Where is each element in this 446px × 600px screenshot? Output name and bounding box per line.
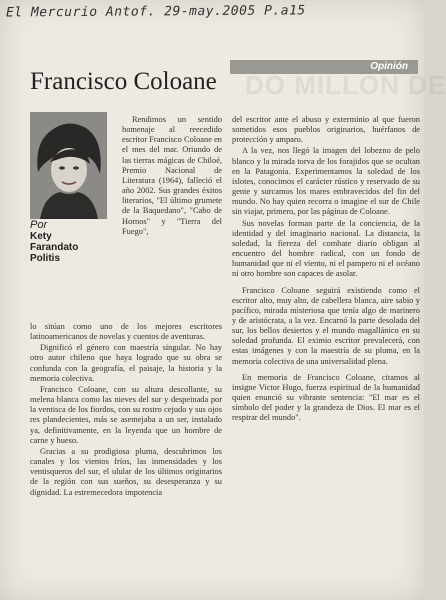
article-paragraph: Francisco Coloane, con su altura descollante, su melena blanca como las nieves del sur y despeinada por la ventisca de los fiordos, con su rostro cejudo y sus ojos res plandecientes, más se asemejaba a un ser, instalado ya, definitivamente, en la leyenda que un hombre de carne y hueso. — [30, 384, 222, 445]
article-column-left-top — [122, 115, 222, 237]
article-paragraph: del escritor ante el abuso y exterminio al que fueron sometidos esos pueblos originarios, huérfanos de protección y amparo. — [232, 115, 420, 145]
article-paragraph: Sus novelas forman parte de la conciencia, de la identidad y del imaginario nacional. La distancia, la soledad, la fiereza del combate diario obligan al encuentro del hombre radical, con un fondo de humanidad que ni el viento, ni el pampero ni el océano ni otro hombre son capaces de asolar. — [232, 218, 420, 279]
article-column-right — [232, 115, 420, 424]
author-portrait-image — [30, 112, 107, 219]
author-name-line: Farandato — [30, 242, 79, 253]
article-paragraph: lo sitúan como uno de los mejores escritores latinoamericanos de novelas y cuentos de aventuras. — [30, 322, 222, 342]
byline — [30, 220, 110, 264]
article-headline: Francisco Coloane — [30, 68, 217, 95]
article-paragraph: Francisco Coloane seguirá existiendo como el escritor alto, muy alto, de cabellera blanca, aire sabio y pacífico, mirada misteriosa que tenía algo de marinero y de aristócrata, a la vez. Encarnó la parte desolada del sur, los bellos desiertos y el mundo magallánico en su soledad profunda. El eximio escritor prevalecerá, con estas imágenes y con la maestría de su pluma, en la memoria colectiva de una universalidad plena. — [232, 285, 420, 366]
author-photo — [30, 112, 107, 219]
author-name-line: Politis — [30, 253, 61, 264]
article-paragraph: A la vez, nos llegó la imagen del lobezno de pelo blanco y la mirada torva de los forajidos que se ocultan en la Patagonia. Experimentamos la soledad de los islotes, conocimos el carácter rústico y reservado de su gente y surcamos los mares embravecidos del fin del mundo. No hay quien recorra o imagine el sur de Chile sin viajar, primero, por las páginas de Coloane. — [232, 146, 420, 217]
bleed-through-text: DO MILLÓN DE — [245, 70, 446, 100]
article-paragraph: Dignificó el género con maestría singular. No hay otro autor chileno que haya logrado que su obra se confunda con la geografía, el paisaje, la historia y la memoria colectiva. — [30, 343, 222, 383]
author-name-line: Kety — [30, 231, 52, 242]
article-column-left — [30, 322, 222, 498]
byline-prefix: Por — [30, 219, 48, 231]
article-paragraph: Rendimos un sentido homenaje al reecedido escritor Francisco Coloane en el mes del mar. Oriundo de las tierras mágicas de Chiloé, Premio Nacional de Literatura (1964), falleció el año 2002. Sus grandes éxitos literarios, "El último grumete de la Baquedano", "Cabo de Hornos" y "Tierra del Fuego", — [122, 115, 222, 236]
article-paragraph: En memoria de Francisco Coloane, citamos al insigne Victor Hugo, fuerza espiritual de la humanidad quien enunció su vibrante sentencia: "El mar es el símbolo del poder y la grandeza de Dios. El mar es el respirar del mundo". — [232, 372, 420, 423]
article-paragraph: Gracias a su prodigiosa pluma, descubrimos los canales y los vientos fríos, las inmensidades y los ventisqueros del sur, el ulular de los últimos originarios de la región con sus sueños, su desesperanza y su dignidad. La estremecedora impotencia — [30, 446, 222, 497]
section-label: Opinión — [370, 61, 408, 72]
handwritten-source-note: El Mercurio Antof. 29-may.2005 P.a15 — [5, 3, 306, 21]
